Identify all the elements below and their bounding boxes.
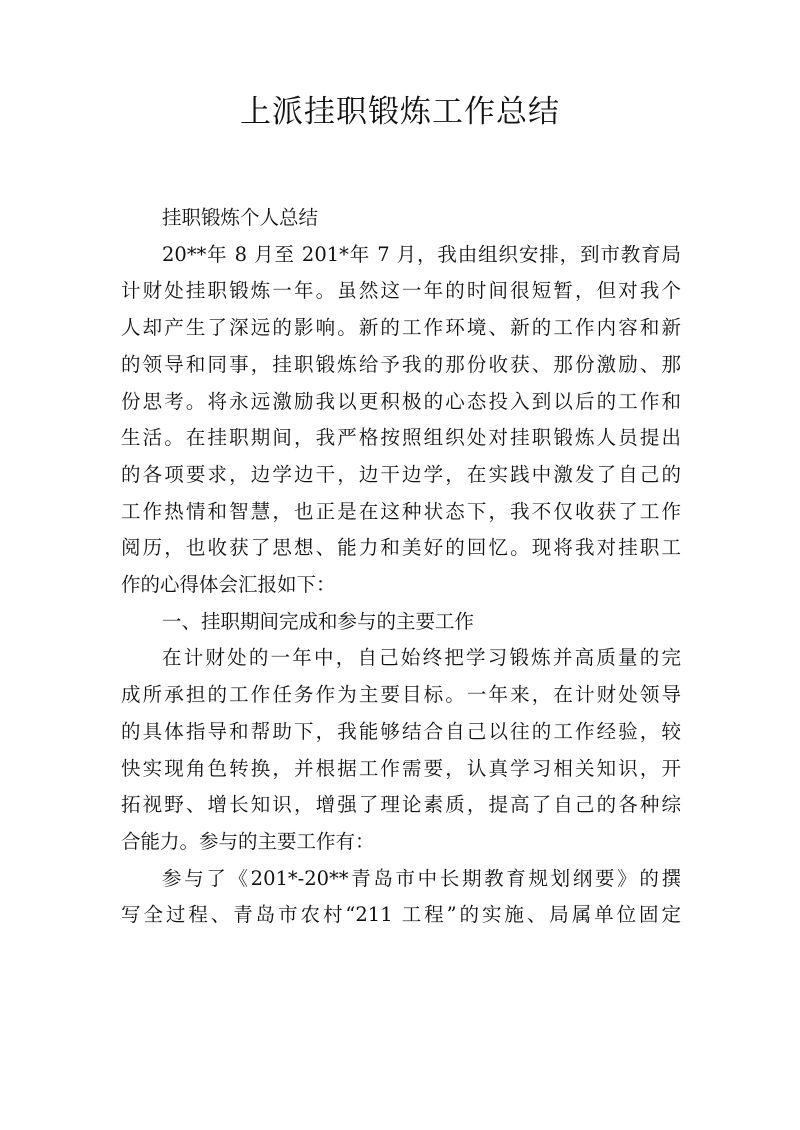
- text-line: 工作热情和智慧，也正是在这种状态下，我不仅收获了工作: [121, 499, 681, 523]
- text-line: 写全过程、青岛市农村“211 工程”的实施、局属单位固定: [121, 903, 681, 927]
- text-line: 人却产生了深远的影响。新的工作环境、新的工作内容和新: [121, 316, 681, 340]
- text-line: 生活。在挂职期间，我严格按照组织处对挂职锻炼人员提出: [121, 426, 681, 450]
- text-line: 挂职锻炼个人总结: [162, 206, 319, 229]
- text-line: 20**年 8 月至 201*年 7 月，我由组织安排，到市教育局: [162, 242, 681, 266]
- text-line: 阅历，也收获了思想、能力和美好的回忆。现将我对挂职工: [121, 536, 681, 560]
- text-line: 的具体指导和帮助下，我能够结合自己以往的工作经验，较: [121, 719, 681, 743]
- text-line: 在计财处的一年中，自己始终把学习锻炼并高质量的完: [162, 646, 681, 670]
- text-line: 计财处挂职锻炼一年。虽然这一年的时间很短暂，但对我个: [121, 279, 681, 303]
- text-line: 拓视野、增长知识，增强了理论素质，提高了自己的各种综: [121, 793, 681, 817]
- text-line: 参与了《201*-20**青岛市中长期教育规划纲要》的撰: [162, 866, 681, 890]
- text-line: 快实现角色转换，并根据工作需要，认真学习相关知识，开: [121, 756, 681, 780]
- text-line: 一、挂职期间完成和参与的主要工作: [162, 609, 475, 633]
- document-title: 上派挂职锻炼工作总结: [240, 94, 560, 130]
- text-line: 份思考。将永远激励我以更积极的心态投入到以后的工作和: [121, 389, 681, 413]
- text-line: 的领导和同事，挂职锻炼给予我的那份收获、那份激励、那: [121, 352, 681, 376]
- text-line: 合能力。参与的主要工作有：: [121, 829, 375, 853]
- text-line: 作的心得体会汇报如下：: [121, 573, 336, 597]
- document-body: [121, 200, 681, 934]
- text-line: 的各项要求，边学边干，边干边学，在实践中激发了自己的: [121, 462, 681, 486]
- text-line: 成所承担的工作任务作为主要目标。一年来，在计财处领导: [121, 683, 681, 707]
